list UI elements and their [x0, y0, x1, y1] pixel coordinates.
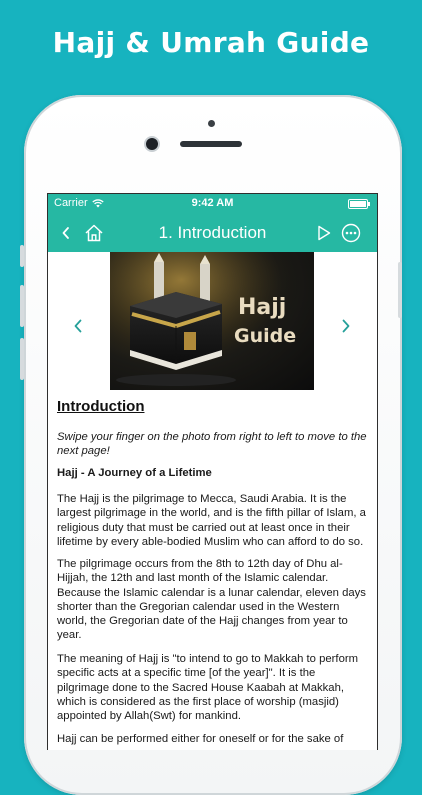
carrier-label: Carrier	[54, 197, 88, 209]
hajj-guide-photo[interactable]	[110, 252, 314, 390]
article-subheading: Hajj - A Journey of a Lifetime	[57, 467, 212, 479]
promo-title: Hajj & Umrah Guide	[52, 26, 370, 59]
play-button[interactable]	[313, 214, 335, 252]
page-title: 1. Introduction	[158, 223, 267, 242]
more-button[interactable]	[340, 214, 362, 252]
status-time: 9:42 AM	[191, 197, 234, 209]
chevron-left-icon	[68, 316, 88, 336]
article-paragraph: Hajj can be performed either for oneself or for the sake of	[57, 733, 344, 745]
phone-speaker	[180, 141, 242, 147]
phone-mute-switch	[20, 245, 24, 267]
play-icon	[317, 225, 331, 241]
photo-caption-line1: Hajj	[238, 295, 287, 320]
battery-icon	[348, 199, 368, 209]
chevron-right-icon	[336, 316, 356, 336]
app-screen	[47, 193, 378, 750]
article-heading: Introduction	[57, 398, 145, 415]
nav-bar	[48, 214, 377, 252]
status-bar	[48, 194, 377, 214]
phone-camera	[146, 138, 158, 150]
next-photo-button[interactable]	[336, 316, 356, 336]
article-paragraph: The Hajj is the pilgrimage to Mecca, Saudi Arabia. It is the largest pilgrimage in the world, and is the fifth pillar of Islam, a religious duty that must be carried out at least once in their lifetime by every able-bodied Muslim who can afford to do so.	[57, 493, 366, 548]
phone-power-button	[398, 262, 402, 318]
phone-volume-up	[20, 285, 24, 327]
swipe-hint: Swipe your finger on the photo from right to left to move to the next page!	[57, 431, 367, 458]
more-icon	[341, 223, 361, 243]
phone-volume-down	[20, 338, 24, 380]
article-paragraph: The pilgrimage occurs from the 8th to 12th day of Dhu al-Hijjah, the 12th and last month of the Islamic calendar. Because the Islamic calendar is a lunar calendar, eleven days shorter than the Gregorian calendar used in the Western world, the Gregorian date of the Hajj changes from year to year.	[57, 558, 366, 642]
article-paragraph: The meaning of Hajj is "to intend to go to Makkah to perform specific acts at a specific time [of the year]". It is the pilgrimage done to the Sacred House Kaabah at Makkah, which is considered as the first place of worship (masjid) appointed by Allah(Swt) for mankind.	[57, 653, 359, 723]
phone-sensor	[208, 120, 215, 127]
kaaba-illustration	[110, 252, 314, 390]
prev-photo-button[interactable]	[68, 316, 88, 336]
photo-caption-line2: Guide	[234, 325, 297, 347]
article-content	[48, 252, 377, 750]
